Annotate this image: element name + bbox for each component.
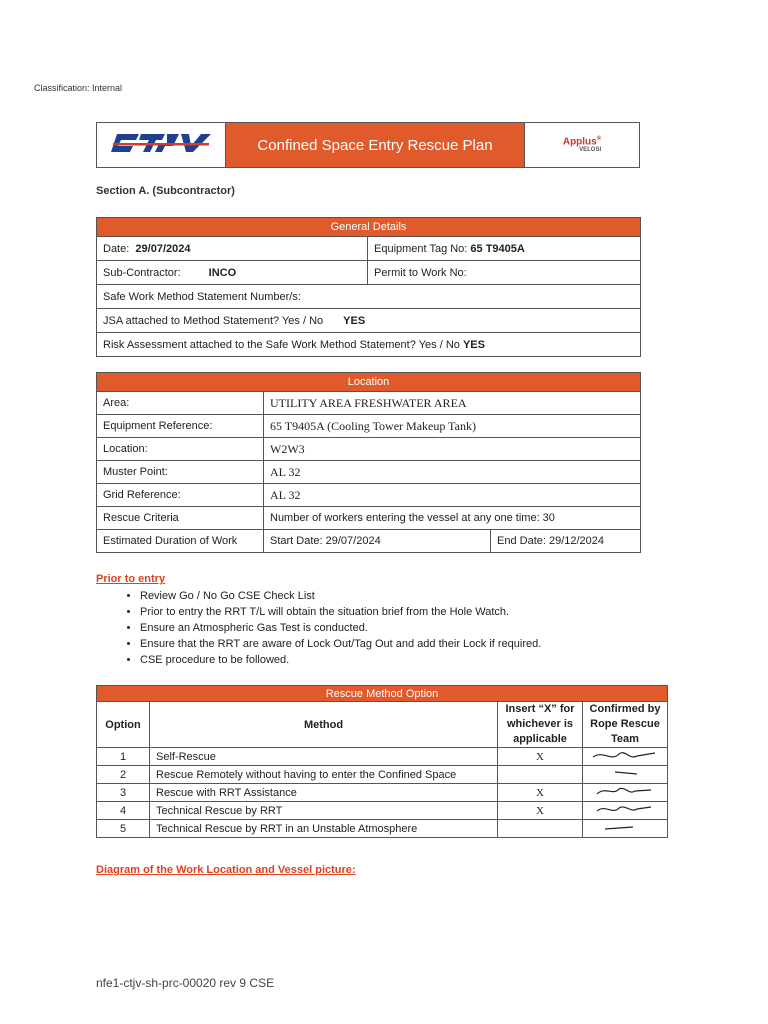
signature-cell bbox=[583, 784, 668, 802]
list-item: • Review Go / No Go CSE Check List bbox=[140, 588, 541, 604]
document-title: Confined Space Entry Rescue Plan bbox=[226, 123, 524, 167]
section-a-heading: Section A. (Subcontractor) bbox=[96, 185, 235, 197]
end-date-cell: End Date: 29/12/2024 bbox=[491, 530, 641, 553]
table-row: 2 Rescue Remotely without having to enter the Confined Space bbox=[97, 766, 668, 784]
signature-image bbox=[589, 784, 659, 798]
muster-point-value: AL 32 bbox=[264, 461, 641, 484]
location-label: Location: bbox=[97, 438, 264, 461]
document-footer: nfe1-ctjv-sh-prc-00020 rev 9 CSE bbox=[96, 976, 275, 990]
permit-cell: Permit to Work No: bbox=[368, 261, 641, 285]
applus-logo-text: Applus bbox=[562, 136, 597, 148]
grid-reference-value: AL 32 bbox=[264, 484, 641, 507]
ctjv-logo-icon bbox=[109, 132, 213, 158]
table-row: 4 Technical Rescue by RRT X bbox=[97, 802, 668, 820]
diagram-heading: Diagram of the Work Location and Vessel picture: bbox=[96, 864, 356, 876]
date-value: 29/07/2024 bbox=[135, 242, 191, 255]
signature-image bbox=[589, 766, 659, 780]
swms-cell: Safe Work Method Statement Number/s: bbox=[97, 285, 641, 309]
equipment-tag-cell: Equipment Tag No: 65 T9405A bbox=[368, 237, 641, 261]
grid-reference-label: Grid Reference: bbox=[97, 484, 264, 507]
signature-image bbox=[589, 748, 659, 762]
list-item: • Ensure that the RRT are aware of Lock Out/Tag Out and add their Lock if required. bbox=[140, 636, 541, 652]
document-header bbox=[96, 122, 640, 168]
prior-to-entry-list bbox=[118, 588, 541, 668]
location-table bbox=[96, 372, 641, 553]
location-title: Location bbox=[97, 373, 641, 392]
signature-cell bbox=[583, 766, 668, 784]
risk-assessment-cell: Risk Assessment attached to the Safe Work Method Statement? Yes / No YES bbox=[97, 333, 641, 357]
area-value: UTILITY AREA FRESHWATER AREA bbox=[264, 392, 641, 415]
equipment-reference-label: Equipment Reference: bbox=[97, 415, 264, 438]
equipment-tag-value: 65 T9405A bbox=[470, 242, 525, 255]
general-details-table bbox=[96, 217, 641, 357]
table-row: 1 Self-Rescue X bbox=[97, 748, 668, 766]
location-value: W2W3 bbox=[264, 438, 641, 461]
muster-point-label: Muster Point: bbox=[97, 461, 264, 484]
subcontractor-value: INCO bbox=[208, 266, 237, 279]
duration-label: Estimated Duration of Work bbox=[97, 530, 264, 553]
date-cell: Date: 29/07/2024 bbox=[97, 237, 368, 261]
list-item: • CSE procedure to be followed. bbox=[140, 652, 541, 668]
col-confirmed-header: Confirmed by Rope Rescue Team bbox=[583, 702, 668, 748]
risk-assessment-value: YES bbox=[462, 338, 485, 351]
signature-cell bbox=[583, 802, 668, 820]
equipment-reference-value: 65 T9405A (Cooling Tower Makeup Tank) bbox=[264, 415, 641, 438]
area-label: Area: bbox=[97, 392, 264, 415]
signature-image bbox=[589, 802, 659, 816]
velosi-logo-text: VELOSI bbox=[579, 147, 602, 154]
start-date-cell: Start Date: 29/07/2024 bbox=[264, 530, 491, 553]
rescue-criteria-label: Rescue Criteria bbox=[97, 507, 264, 530]
jsa-value: YES bbox=[343, 314, 366, 327]
table-row: 3 Rescue with RRT Assistance X bbox=[97, 784, 668, 802]
table-row: 5 Technical Rescue by RRT in an Unstable Atmosphere bbox=[97, 820, 668, 838]
list-item: • Ensure an Atmospheric Gas Test is conducted. bbox=[140, 620, 541, 636]
col-option-header: Option bbox=[97, 702, 150, 748]
rescue-criteria-value: Number of workers entering the vessel at any one time: 30 bbox=[264, 507, 641, 530]
signature-cell bbox=[583, 820, 668, 838]
prior-to-entry-heading: Prior to entry bbox=[96, 573, 166, 585]
rescue-method-table bbox=[96, 685, 668, 838]
signature-image bbox=[589, 820, 659, 834]
rescue-method-title: Rescue Method Option bbox=[97, 686, 668, 702]
applus-logo: Applus® VELOSI bbox=[524, 123, 639, 167]
jsa-cell: JSA attached to Method Statement? Yes / No YES bbox=[97, 309, 641, 333]
list-item: • Prior to entry the RRT T/L will obtain the situation brief from the Hole Watch. bbox=[140, 604, 541, 620]
subcontractor-cell: Sub-Contractor: INCO bbox=[97, 261, 368, 285]
general-details-title: General Details bbox=[97, 218, 641, 237]
signature-cell bbox=[583, 748, 668, 766]
classification-label: Classification: Internal bbox=[34, 83, 123, 93]
col-insert-header: Insert “X” for whichever is applicable bbox=[498, 702, 583, 748]
ctjv-logo bbox=[97, 123, 226, 167]
col-method-header: Method bbox=[150, 702, 498, 748]
